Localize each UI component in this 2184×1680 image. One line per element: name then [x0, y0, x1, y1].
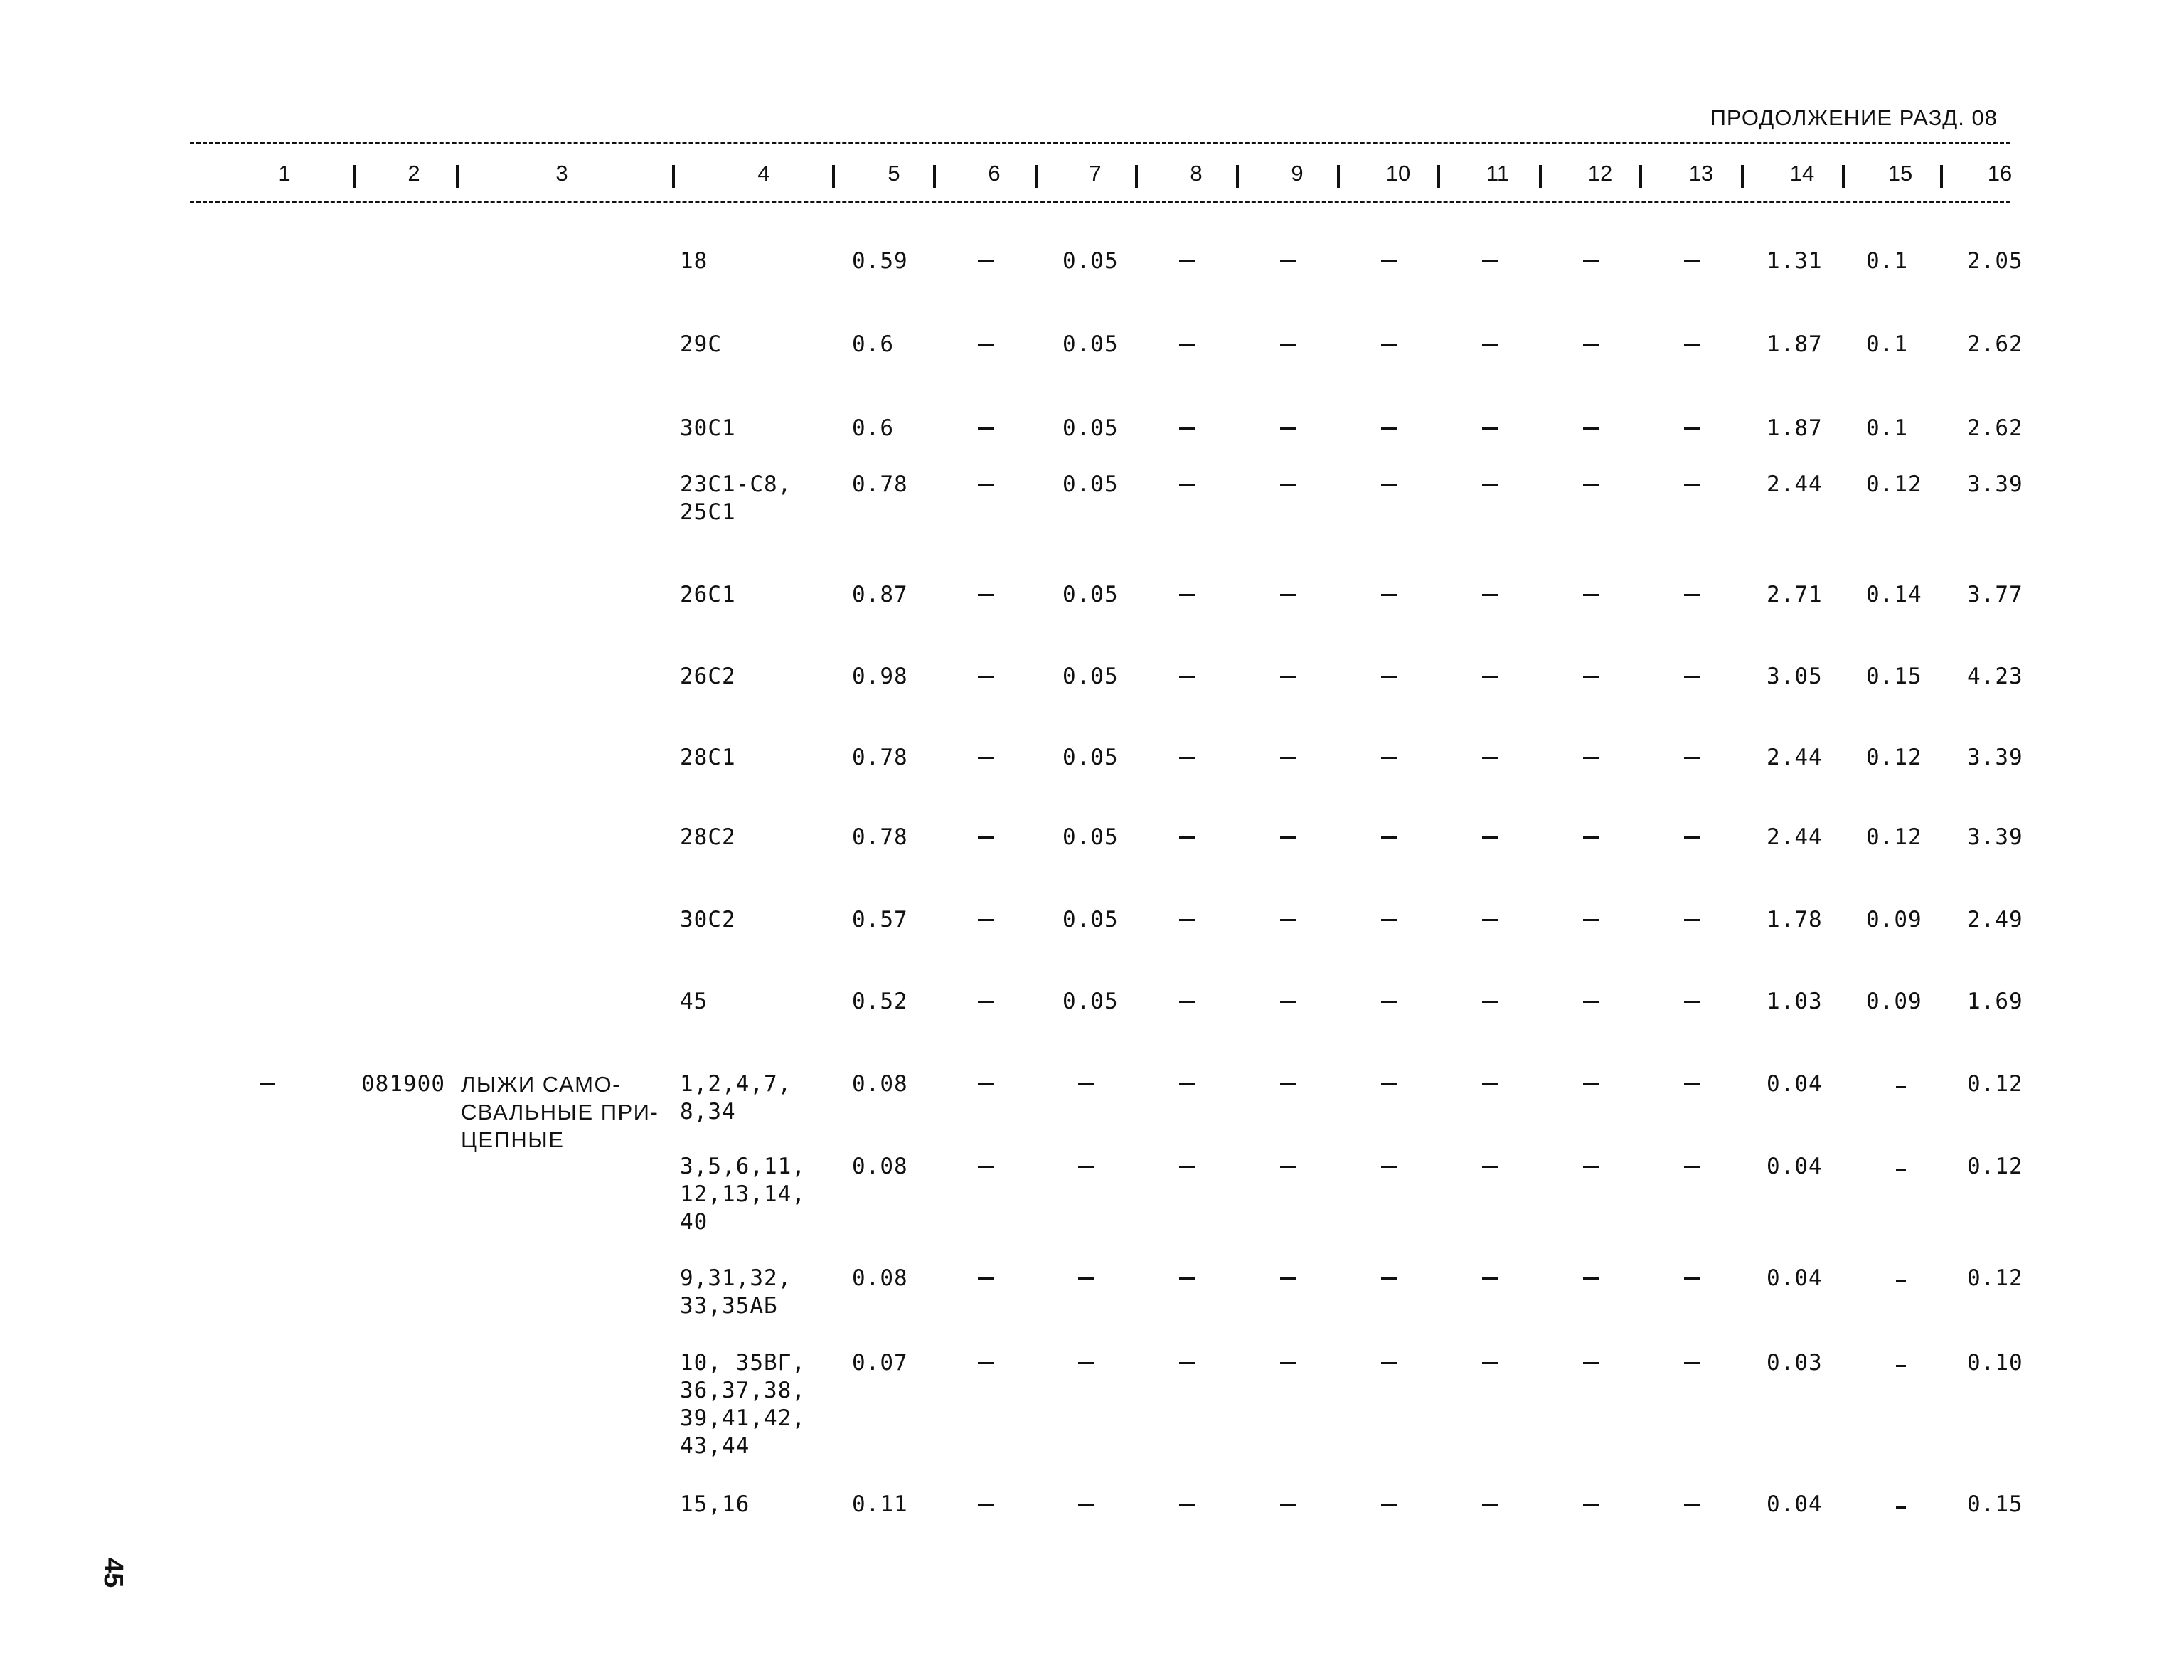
column-header-8: 8 — [1190, 161, 1203, 186]
column-header-2: 2 — [407, 161, 420, 186]
cell-col-10-dash — [1381, 1277, 1397, 1280]
cell-col-6-dash — [978, 344, 994, 346]
cell-col-15: 0.1 — [1866, 415, 1908, 441]
cell-col-10-dash — [1381, 260, 1397, 262]
cell-col-4: 30С1 — [680, 415, 736, 441]
cell-col-6-dash — [978, 1166, 994, 1168]
column-header-9: 9 — [1291, 161, 1304, 186]
cell-col-15: 0.09 — [1866, 907, 1922, 932]
cell-col-15-dash — [1896, 1086, 1906, 1088]
cell-col-14: 0.03 — [1767, 1350, 1823, 1376]
column-separator — [832, 165, 835, 188]
cell-col-8-dash — [1179, 757, 1195, 759]
column-header-12: 12 — [1587, 161, 1613, 186]
cell-col-13-dash — [1684, 427, 1700, 430]
cell-col-5: 0.78 — [852, 824, 908, 850]
cell-col-4: 45 — [680, 989, 708, 1014]
cell-col-7: 0.05 — [1062, 331, 1119, 357]
column-header-14: 14 — [1789, 161, 1815, 186]
cell-col-9-dash — [1280, 484, 1296, 486]
cell-col-14: 0.04 — [1767, 1154, 1823, 1179]
cell-col-6-dash — [978, 1083, 994, 1085]
section-continuation-label: ПРОДОЛЖЕНИЕ РАЗД. 08 — [1710, 105, 1998, 130]
cell-col-7-dash — [1078, 1504, 1094, 1506]
column-header-6: 6 — [988, 161, 1001, 186]
cell-col-7: 0.05 — [1062, 664, 1119, 689]
cell-col-4: 18 — [680, 248, 708, 274]
cell-col-9-dash — [1280, 344, 1296, 346]
cell-col-9-dash — [1280, 1277, 1296, 1280]
column-separator — [1437, 165, 1440, 188]
cell-col-5: 0.59 — [852, 248, 908, 274]
cell-col-15: 0.12 — [1866, 824, 1922, 850]
column-header-13: 13 — [1688, 161, 1714, 186]
cell-col-9-dash — [1280, 676, 1296, 678]
column-header-row — [0, 161, 2184, 189]
cell-col-4: 26С2 — [680, 664, 736, 689]
cell-col-12-dash — [1583, 484, 1599, 486]
cell-col-11-dash — [1482, 676, 1498, 678]
cell-col-11-dash — [1482, 1504, 1498, 1506]
cell-col-13-dash — [1684, 836, 1700, 839]
cell-col-10-dash — [1381, 1362, 1397, 1364]
cell-col-12-dash — [1583, 594, 1599, 596]
cell-col-12-dash — [1583, 757, 1599, 759]
cell-col-15-dash — [1896, 1506, 1906, 1509]
cell-col-15-dash — [1896, 1169, 1906, 1171]
column-separator — [1135, 165, 1138, 188]
cell-col-11-dash — [1482, 1362, 1498, 1364]
column-header-11: 11 — [1486, 161, 1510, 186]
cell-col-5: 0.57 — [852, 907, 908, 932]
cell-col-11-dash — [1482, 344, 1498, 346]
cell-col-9-dash — [1280, 757, 1296, 759]
cell-col-16: 2.62 — [1967, 415, 2023, 441]
cell-col-7: 0.05 — [1062, 824, 1119, 850]
cell-col-5: 0.6 — [852, 415, 894, 441]
cell-col-15: 0.12 — [1866, 472, 1922, 497]
cell-col-6-dash — [978, 427, 994, 430]
cell-col-14: 1.87 — [1767, 415, 1823, 441]
column-separator — [1539, 165, 1542, 188]
cell-col-15-dash — [1896, 1280, 1906, 1282]
cell-col-10-dash — [1381, 757, 1397, 759]
column-header-16: 16 — [1987, 161, 2013, 186]
cell-col-7: 0.05 — [1062, 415, 1119, 441]
cell-col-13-dash — [1684, 594, 1700, 596]
cell-col-5: 0.07 — [852, 1350, 908, 1376]
cell-col-12-dash — [1583, 260, 1599, 262]
column-header-15: 15 — [1887, 161, 1913, 186]
cell-col-7: 0.05 — [1062, 582, 1119, 607]
cell-col-15: 0.14 — [1866, 582, 1922, 607]
cell-col-9-dash — [1280, 594, 1296, 596]
cell-col-11-dash — [1482, 1083, 1498, 1085]
cell-col-4: 9,31,32, 33,35АБ — [680, 1265, 792, 1319]
cell-col-6-dash — [978, 1001, 994, 1003]
cell-col-12-dash — [1583, 1001, 1599, 1003]
cell-col-7-dash — [1078, 1166, 1094, 1168]
cell-col-12-dash — [1583, 836, 1599, 839]
cell-col-9-dash — [1280, 427, 1296, 430]
cell-col-8-dash — [1179, 1362, 1195, 1364]
column-header-1: 1 — [278, 161, 291, 186]
cell-col-12-dash — [1583, 1166, 1599, 1168]
cell-col-11-dash — [1482, 1277, 1498, 1280]
cell-col-16: 0.15 — [1967, 1492, 2023, 1517]
cell-col-11-dash — [1482, 260, 1498, 262]
cell-col-14: 0.04 — [1767, 1265, 1823, 1291]
cell-col-12-dash — [1583, 676, 1599, 678]
cell-col-12-dash — [1583, 427, 1599, 430]
cell-col-4: 1,2,4,7, 8,34 — [680, 1071, 792, 1125]
cell-col-8-dash — [1179, 1083, 1195, 1085]
cell-col-14: 1.31 — [1767, 248, 1823, 274]
cell-col-11-dash — [1482, 484, 1498, 486]
cell-col-11-dash — [1482, 594, 1498, 596]
cell-col-16: 0.12 — [1967, 1071, 2023, 1097]
cell-col-11-dash — [1482, 1166, 1498, 1168]
cell-col-16: 3.77 — [1967, 582, 2023, 607]
cell-col-11-dash — [1482, 427, 1498, 430]
cell-col-8-dash — [1179, 1504, 1195, 1506]
cell-col-10-dash — [1381, 427, 1397, 430]
cell-col-14: 2.71 — [1767, 582, 1823, 607]
cell-col-13-dash — [1684, 1504, 1700, 1506]
cell-col-4: 28С2 — [680, 824, 736, 850]
cell-col-14: 1.87 — [1767, 331, 1823, 357]
cell-col-13-dash — [1684, 260, 1700, 262]
column-header-5: 5 — [888, 161, 900, 186]
cell-col-16: 4.23 — [1967, 664, 2023, 689]
column-separator — [1639, 165, 1642, 188]
cell-col-7-dash — [1078, 1277, 1094, 1280]
cell-col-5: 0.78 — [852, 745, 908, 770]
column-header-7: 7 — [1089, 161, 1102, 186]
cell-col-5: 0.98 — [852, 664, 908, 689]
cell-col-10-dash — [1381, 1083, 1397, 1085]
cell-col-15: 0.1 — [1866, 331, 1908, 357]
column-header-3: 3 — [555, 161, 568, 186]
cell-col-13-dash — [1684, 676, 1700, 678]
cell-col-4: 15,16 — [680, 1492, 750, 1517]
cell-col-13-dash — [1684, 1083, 1700, 1085]
cell-col-10-dash — [1381, 1504, 1397, 1506]
column-header-4: 4 — [757, 161, 770, 186]
cell-col-12-dash — [1583, 1362, 1599, 1364]
cell-col-10-dash — [1381, 1001, 1397, 1003]
cell-col-10-dash — [1381, 484, 1397, 486]
cell-col-14: 1.78 — [1767, 907, 1823, 932]
cell-col-8-dash — [1179, 676, 1195, 678]
cell-col-3: ЛЫЖИ САМО- СВАЛЬНЫЕ ПРИ- ЦЕПНЫЕ — [461, 1072, 659, 1152]
cell-col-15: 0.12 — [1866, 745, 1922, 770]
cell-col-4: 28С1 — [680, 745, 736, 770]
cell-col-16: 3.39 — [1967, 472, 2023, 497]
cell-col-13-dash — [1684, 344, 1700, 346]
cell-col-12-dash — [1583, 919, 1599, 921]
cell-col-8-dash — [1179, 1001, 1195, 1003]
cell-col-5: 0.52 — [852, 989, 908, 1014]
cell-col-15: 0.1 — [1866, 248, 1908, 274]
cell-col-8-dash — [1179, 836, 1195, 839]
cell-col-5: 0.08 — [852, 1154, 908, 1179]
cell-col-16: 2.49 — [1967, 907, 2023, 932]
header-bottom-rule — [190, 201, 2010, 203]
cell-col-14: 2.44 — [1767, 472, 1823, 497]
cell-col-7: 0.05 — [1062, 472, 1119, 497]
cell-col-7-dash — [1078, 1362, 1094, 1364]
cell-col-15: 0.15 — [1866, 664, 1922, 689]
cell-col-6-dash — [978, 484, 994, 486]
cell-col-5: 0.08 — [852, 1265, 908, 1291]
cell-col-11-dash — [1482, 1001, 1498, 1003]
column-separator — [1337, 165, 1340, 188]
cell-col-4: 3,5,6,11, 12,13,14, 40 — [680, 1154, 806, 1235]
cell-col-7: 0.05 — [1062, 989, 1119, 1014]
cell-col-14: 1.03 — [1767, 989, 1823, 1014]
cell-col-8-dash — [1179, 484, 1195, 486]
cell-col-6-dash — [978, 1277, 994, 1280]
cell-col-16: 2.05 — [1967, 248, 2023, 274]
cell-col-9-dash — [1280, 260, 1296, 262]
cell-col-6-dash — [978, 836, 994, 839]
cell-col-9-dash — [1280, 836, 1296, 839]
column-separator — [1236, 165, 1239, 188]
cell-col-10-dash — [1381, 344, 1397, 346]
cell-col-13-dash — [1684, 1001, 1700, 1003]
cell-col-9-dash — [1280, 1001, 1296, 1003]
cell-col-16: 3.39 — [1967, 745, 2023, 770]
cell-col-14: 0.04 — [1767, 1071, 1823, 1097]
column-separator — [1741, 165, 1744, 188]
cell-col-12-dash — [1583, 1277, 1599, 1280]
column-separator — [933, 165, 936, 188]
cell-col-1-dash — [260, 1083, 275, 1085]
cell-col-6-dash — [978, 919, 994, 921]
cell-col-10-dash — [1381, 836, 1397, 839]
cell-col-15: 0.09 — [1866, 989, 1922, 1014]
cell-col-4: 26С1 — [680, 582, 736, 607]
cell-col-14: 3.05 — [1767, 664, 1823, 689]
cell-col-6-dash — [978, 1362, 994, 1364]
cell-col-4: 23С1-С8, 25С1 — [680, 472, 792, 525]
cell-col-13-dash — [1684, 1166, 1700, 1168]
cell-col-16: 1.69 — [1967, 989, 2023, 1014]
cell-col-12-dash — [1583, 1083, 1599, 1085]
cell-col-13-dash — [1684, 484, 1700, 486]
cell-col-16: 2.62 — [1967, 331, 2023, 357]
cell-col-7-dash — [1078, 1083, 1094, 1085]
column-separator — [1035, 165, 1038, 188]
page-number: 45 — [98, 1558, 128, 1588]
cell-col-14: 2.44 — [1767, 745, 1823, 770]
cell-col-12-dash — [1583, 344, 1599, 346]
cell-col-9-dash — [1280, 1504, 1296, 1506]
cell-col-7: 0.05 — [1062, 248, 1119, 274]
cell-col-5: 0.87 — [852, 582, 908, 607]
cell-col-2: 081900 — [361, 1071, 445, 1097]
cell-col-10-dash — [1381, 594, 1397, 596]
cell-col-16: 0.10 — [1967, 1350, 2023, 1376]
cell-col-12-dash — [1583, 1504, 1599, 1506]
column-separator — [353, 165, 356, 188]
cell-col-5: 0.6 — [852, 331, 894, 357]
cell-col-11-dash — [1482, 919, 1498, 921]
column-separator — [456, 165, 459, 188]
cell-col-7: 0.05 — [1062, 745, 1119, 770]
cell-col-5: 0.11 — [852, 1492, 908, 1517]
column-separator — [672, 165, 675, 188]
cell-col-6-dash — [978, 1504, 994, 1506]
cell-col-8-dash — [1179, 594, 1195, 596]
cell-col-11-dash — [1482, 757, 1498, 759]
cell-col-10-dash — [1381, 1166, 1397, 1168]
cell-col-10-dash — [1381, 919, 1397, 921]
cell-col-16: 0.12 — [1967, 1265, 2023, 1291]
cell-col-14: 2.44 — [1767, 824, 1823, 850]
cell-col-13-dash — [1684, 1277, 1700, 1280]
cell-col-13-dash — [1684, 757, 1700, 759]
cell-col-4: 30С2 — [680, 907, 736, 932]
cell-col-9-dash — [1280, 1362, 1296, 1364]
cell-col-5: 0.08 — [852, 1071, 908, 1097]
header-top-rule — [190, 142, 2010, 144]
cell-col-6-dash — [978, 676, 994, 678]
cell-col-5: 0.78 — [852, 472, 908, 497]
cell-col-8-dash — [1179, 1277, 1195, 1280]
cell-col-6-dash — [978, 757, 994, 759]
cell-col-15-dash — [1896, 1365, 1906, 1367]
cell-col-4: 29С — [680, 331, 722, 357]
cell-col-16: 3.39 — [1967, 824, 2023, 850]
cell-col-16: 0.12 — [1967, 1154, 2023, 1179]
cell-col-7: 0.05 — [1062, 907, 1119, 932]
column-separator — [1842, 165, 1845, 188]
column-header-10: 10 — [1385, 161, 1411, 186]
cell-col-11-dash — [1482, 836, 1498, 839]
cell-col-9-dash — [1280, 1166, 1296, 1168]
cell-col-6-dash — [978, 594, 994, 596]
cell-col-8-dash — [1179, 919, 1195, 921]
cell-col-8-dash — [1179, 260, 1195, 262]
cell-col-8-dash — [1179, 427, 1195, 430]
column-separator — [1940, 165, 1943, 188]
cell-col-9-dash — [1280, 1083, 1296, 1085]
cell-col-9-dash — [1280, 919, 1296, 921]
cell-col-13-dash — [1684, 1362, 1700, 1364]
cell-col-8-dash — [1179, 344, 1195, 346]
cell-col-10-dash — [1381, 676, 1397, 678]
cell-col-13-dash — [1684, 919, 1700, 921]
cell-col-4: 10, 35ВГ, 36,37,38, 39,41,42, 43,44 — [680, 1350, 806, 1459]
cell-col-8-dash — [1179, 1166, 1195, 1168]
cell-col-6-dash — [978, 260, 994, 262]
cell-col-14: 0.04 — [1767, 1492, 1823, 1517]
